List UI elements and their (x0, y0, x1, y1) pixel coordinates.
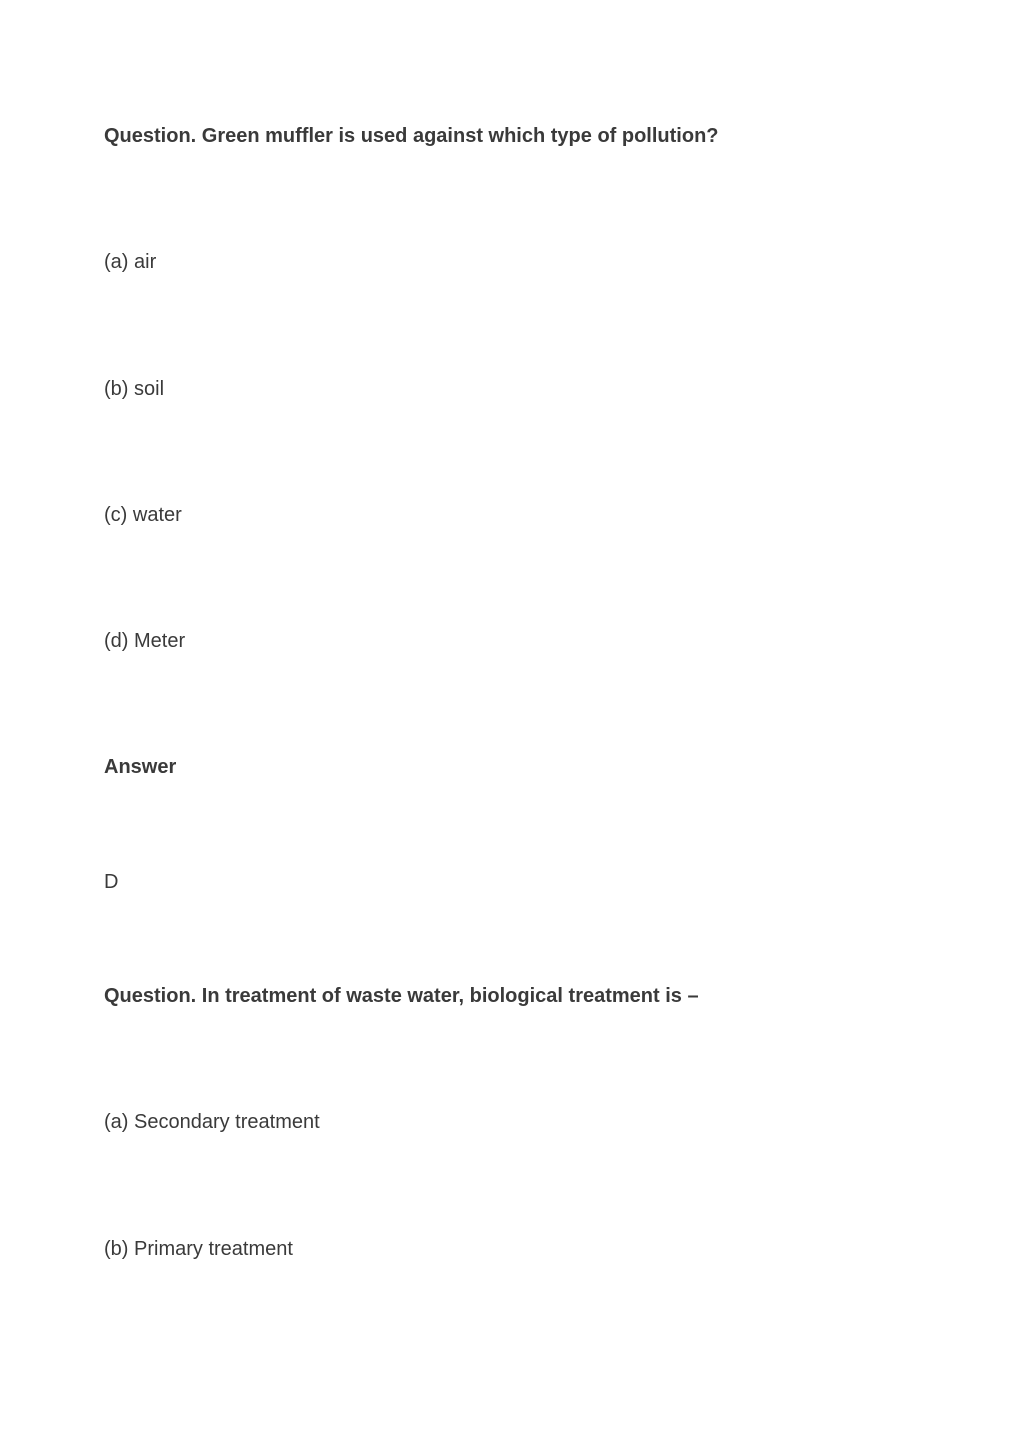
question-2-text: Question. In treatment of waste water, biological treatment is – (104, 985, 699, 1007)
question-1-text: Question. Green muffler is used against which type of pollution? (104, 125, 719, 147)
question-1-option-b: (b) soil (104, 378, 165, 400)
question-1-option-a: (a) air (104, 251, 157, 273)
question-1-answer-value: D (104, 871, 119, 893)
question-1-option-c: (c) water (104, 504, 182, 526)
question-1-option-d: (d) Meter (104, 630, 186, 652)
question-1-answer-label: Answer (104, 756, 177, 778)
question-2-option-b: (b) Primary treatment (104, 1238, 293, 1260)
question-2-option-a: (a) Secondary treatment (104, 1111, 320, 1133)
